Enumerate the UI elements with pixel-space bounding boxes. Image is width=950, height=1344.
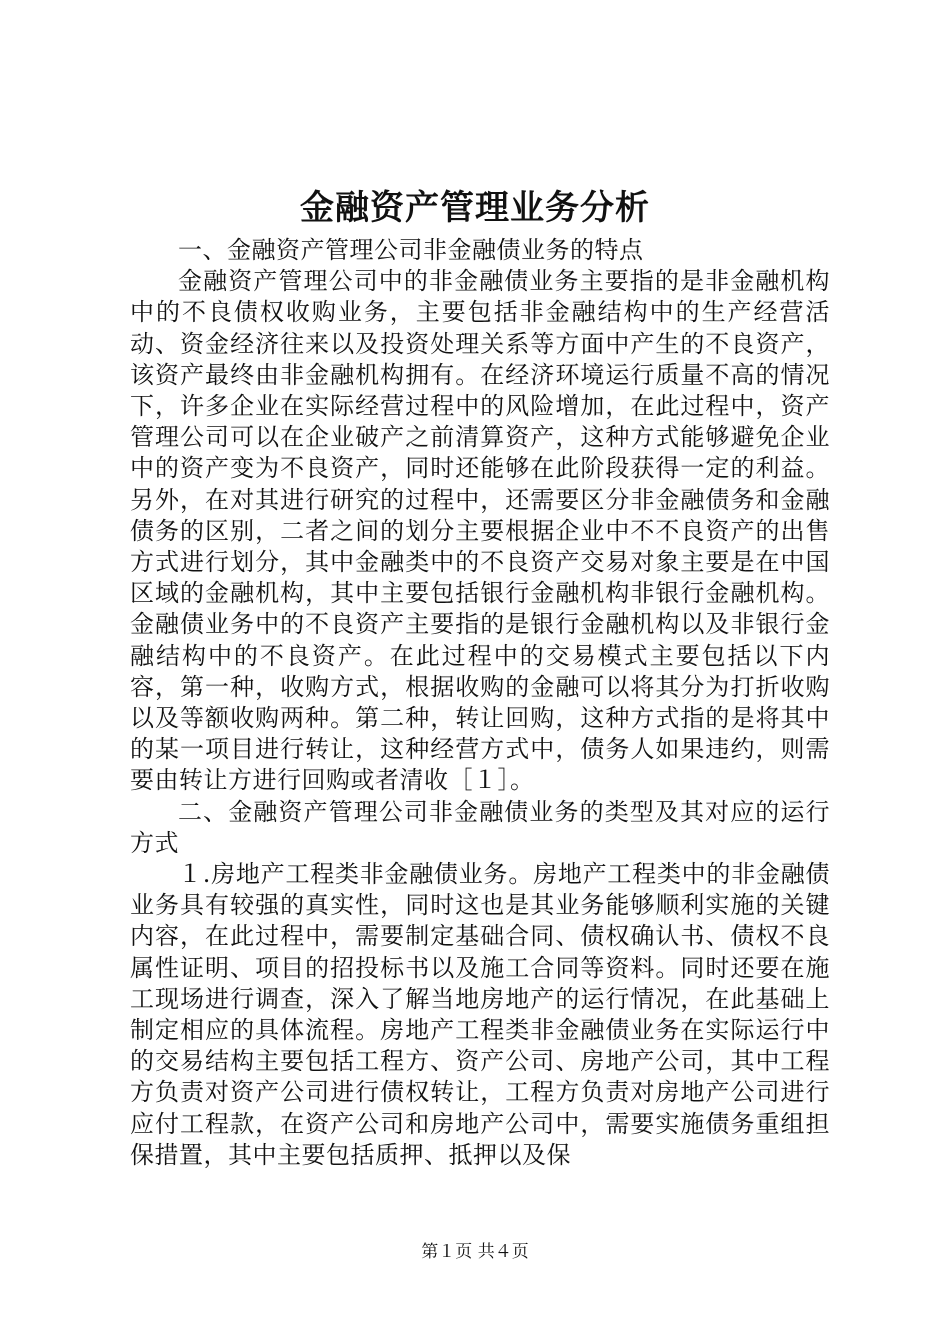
document-title: 金融资产管理业务分析: [300, 188, 650, 228]
page-footer: [0, 1240, 950, 1264]
page-number-text: 第１页 共４页: [421, 1242, 529, 1262]
section-heading-2: 二、金融资产管理公司非金融债业务的类型及其对应的运行方式: [130, 797, 830, 857]
section-heading-1: 一、金融资产管理公司非金融债业务的特点: [178, 236, 644, 264]
body-paragraph-2: １.房地产工程类非金融债业务。房地产工程类中的非金融债业务具有较强的真实性，同时这也是其业务能够顺利实施的关键内容，在此过程中，需要制定基础合同、债权确认书、债权不良属性证明、项目的招投标书以及施工合同等资料。同时还要在施工现场进行调查，深入了解当地房地产的运行情况，在此基础上制定相应的具体流程。房地产工程类非金融债业务在实际运行中的交易结构主要包括工程方、资产公司、房地产公司，其中工程方负责对资产公司进行债权转让，工程方负责对房地产公司进行应付工程款，在资产公司和房地产公司中，需要实施债务重组担保措置，其中主要包括质押、抵押以及保: [130, 860, 830, 1169]
body-paragraph-1: 金融资产管理公司中的非金融债业务主要指的是非金融机构中的不良债权收购业务，主要包括非金融结构中的生产经营活动、资金经济往来以及投资处理关系等方面中产生的不良资产，该资产最终由非金融机构拥有。在经济环境运行质量不高的情况下，许多企业在实际经营过程中的风险增加，在此过程中，资产管理公司可以在企业破产之前清算资产，这种方式能够避免企业中的资产变为不良资产，同时还能够在此阶段获得一定的利益。另外，在对其进行研究的过程中，还需要区分非金融债务和金融债务的区别，二者之间的划分主要根据企业中不不良资产的出售方式进行划分，其中金融类中的不良资产交易对象主要是在中国区域的金融机构，其中主要包括银行金融机构非银行金融机构。金融债业务中的不良资产主要指的是银行金融机构以及非银行金融结构中的不良资产。在此过程中的交易模式主要包括以下内容，第一种，收购方式，根据收购的金融可以将其分为打折收购以及等额收购两种。第二种，转让回购，这种方式指的是将其中的某一项目进行转让，这种经营方式中，债务人如果违约，则需要由转让方进行回购或者清收［１］。: [130, 267, 830, 795]
document-body: [130, 235, 830, 1171]
